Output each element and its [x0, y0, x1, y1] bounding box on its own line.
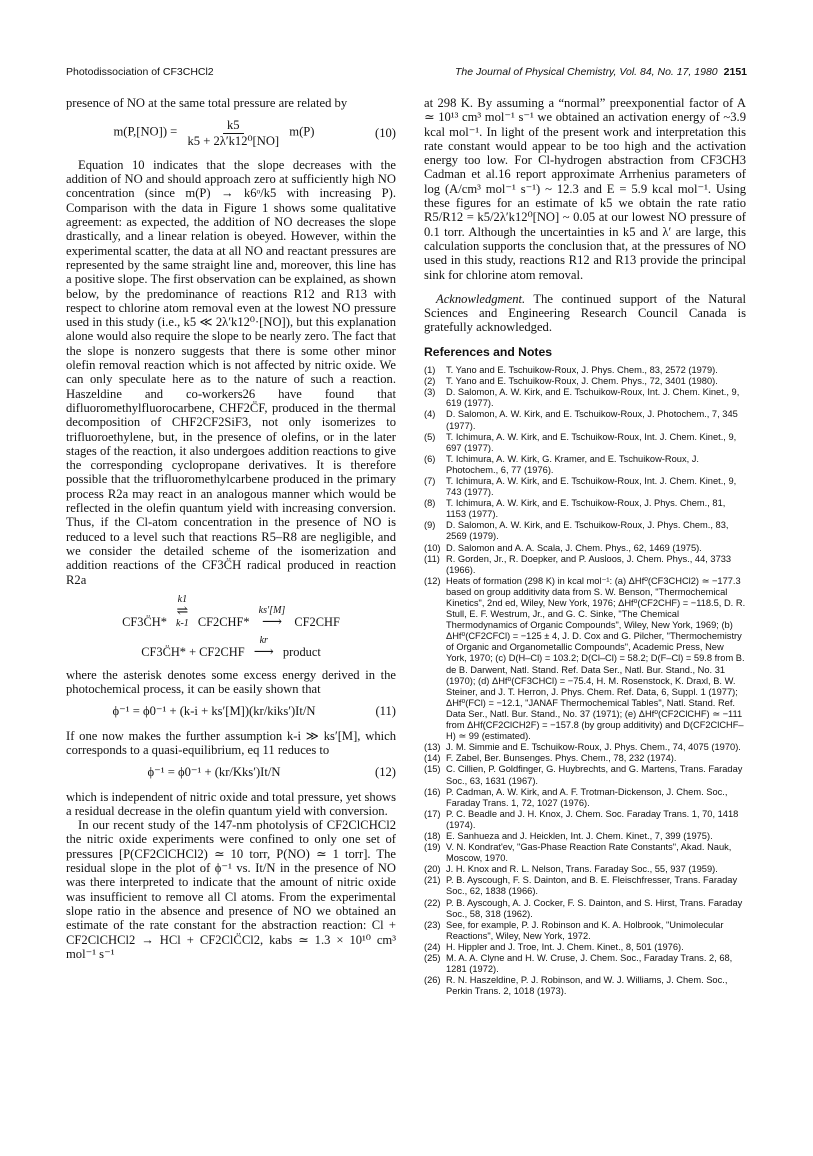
reference-item — [424, 842, 746, 864]
reference-number: (13) — [424, 742, 441, 753]
reference-item — [424, 376, 746, 387]
paragraph: Equation 10 indicates that the slope decreases with the addition of NO and should approach zero at sufficiently high NO concentration (since m(P) → k6ᵒ/k5 with increasing P). Comparison with the data in Figure 1 shows some qualitative agreement: as expected, the addition of NO decreases the slope drastically, and a linear relation is obeyed. However, within the experimental scatter, the data at all NO and reactant pressures are represented by the same straight line and, moreover, this line has a positive slope. The first observation can be explained, as shown below, by the predominance of reactions R12 and R13 with respect to chlorine atom removal even at the lowest NO pressure used in this study (i.e., k5 ≪ 2λ′k12⁰·[NO]), but this explanation alone would also require the slope to be nearly zero. The fact that the slope is nonzero suggests that there is some other minor olefin removal reaction which is not affected by nitric oxide. We can only speculate here as to the nature of such a reaction. Haszeldine and co-workers26 have found that difluoromethylfluorocarbene, CHF2C̈F, produced in the thermal decomposition of CHF2CF2SiF3, not only isomerizes to trifluoroethylene, but, in the presence of olefins, or in the later stages of the reaction, it also undergoes addition reactions to give the corresponding cyclopropane derivatives. It is therefore possible that the trifluoromethylcarbene produced in the primary process R2a may react in an analogous manner which would be reflected in the olefin quantum yield with increasing conversion. Thus, if the Cl-atom concentration in the presence of NO is reduced to a level such that reactions R5–R8 are negligible, and we consider the detailed scheme of the isomerization and addition reactions of the CF3C̈H radical produced in reaction R2a — [66, 157, 396, 587]
journal-citation — [455, 66, 747, 78]
reference-text: D. Salomon and A. A. Scala, J. Chem. Phys., 62, 1469 (1975). — [446, 542, 702, 553]
reference-number: (22) — [424, 897, 441, 908]
reference-text: F. Zabel, Ber. Bunsenges. Phys. Chem., 78, 232 (1974). — [446, 753, 677, 764]
references-list — [424, 365, 746, 997]
arrow-icon: ⟶ — [253, 644, 274, 660]
reference-number: (25) — [424, 953, 441, 964]
reference-item — [424, 753, 746, 764]
reference-number: (24) — [424, 941, 441, 952]
reference-text: J. M. Simmie and E. Tschuikow-Roux, J. Phys. Chem., 74, 4075 (1970). — [446, 742, 741, 753]
equation-12 — [66, 765, 396, 779]
arrow-icon: ⟶ — [261, 614, 283, 630]
reference-text: P. B. Ayscough, F. S. Dainton, and B. E. Fleischfresser, Trans. Faraday Soc., 62, 1838 (1966). — [446, 875, 738, 897]
reference-text: P. C. Beadle and J. H. Knox, J. Chem. Soc. Faraday Trans. 1, 70, 1418 (1974). — [446, 808, 739, 830]
reference-item — [424, 787, 746, 809]
reaction-scheme — [66, 595, 396, 660]
reference-number: (17) — [424, 808, 441, 819]
reference-item — [424, 454, 746, 476]
reference-number: (4) — [424, 409, 436, 420]
reference-number: (12) — [424, 575, 441, 586]
paragraph: at 298 K. By assuming a “normal” preexponential factor of A ≃ 10¹³ cm³ mol⁻¹ s⁻¹ we obtained an activation energy of ~3.9 kcal mol⁻¹. In light of the present work and interpretation this rate constant would appear to be too high and the activation energy too low. For Cl-hydrogen abstraction from CF3CH3 Cadman et al.16 report approximate Arrhenius parameters of log (A/cm³ mol⁻¹ s⁻¹) ~ 12.3 and E = 5.9 kcal mol⁻¹. Using these figures for an estimate of k5 we obtain the rate ratio R5/R12 = k5/2λ′k12⁰[NO] ~ 0.05 at our lowest NO pressure of 0.1 torr. Although the uncertainties in k5 and λ′ are large, this calculation supports the conclusion that, at the pressures of NO used in this study, reactions R12 and R13 provide the principal sink for chlorine atom removal. — [424, 96, 746, 282]
species: CF2CHF — [294, 614, 340, 629]
reference-text: P. B. Ayscough, A. J. Cocker, F. S. Dainton, and S. Hirst, Trans. Faraday Soc., 58, 318 (1962). — [446, 897, 743, 919]
eq-body: ϕ⁻¹ = ϕ0⁻¹ + (kr/Kks′)It/N — [147, 765, 281, 780]
reference-text: P. Cadman, A. W. Kirk, and A. F. Trotman-Dickenson, J. Chem. Soc., Faraday Trans. 1, 72, 1027 (1976). — [446, 786, 728, 808]
species: CF3C̈H* — [122, 614, 167, 629]
reference-text: R. N. Haszeldine, P. J. Robinson, and W. J. Williams, J. Chem. Soc., Perkin Trans. 2, 1018 (1973). — [446, 975, 728, 997]
species: product — [282, 644, 321, 659]
reference-text: See, for example, P. J. Robinson and K. A. Holbrook, "Unimolecular Reactions", Wiley, New York, 1972. — [446, 919, 724, 941]
running-header — [66, 66, 747, 82]
reference-number: (14) — [424, 753, 441, 764]
reference-text: C. Cillien, P. Goldfinger, G. Huybrechts, and G. Martens, Trans. Faraday Soc., 63, 1631 (1967). — [446, 764, 743, 786]
reference-text: T. Ichimura, A. W. Kirk, and E. Tschuikow-Roux, Int. J. Chem. Kinet., 9, 697 (1977). — [446, 431, 737, 453]
reference-number: (2) — [424, 376, 436, 387]
paragraph: In our recent study of the 147-nm photolysis of CF2ClCHCl2 the nitric oxide experiments were confined to only one set of pressures [P(CF2ClCHCl2) ≃ 10 torr, P(NO) ≃ 1 torr]. The residual slope in the plot of ϕ⁻¹ vs. It/N in the presence of NO was there interpreted to indicate that the amount of nitric oxide was insufficient to remove all Cl atoms. From the experimental slope ratio in the absence and presence of NO we obtained an estimate of the rate constant for the abstraction reaction: Cl + CF2ClCHCl2 → HCl + CF2ClC̈Cl2, kabs ≃ 1.3 × 10¹⁰ cm³ mol⁻¹ s⁻¹ — [66, 818, 396, 961]
equilibrium-arrow — [176, 595, 189, 629]
paragraph: If one now makes the further assumption k-i ≫ ks′[M], which corresponds to a quasi-equilibrium, eq 11 reduces to — [66, 728, 396, 757]
reference-item — [424, 975, 746, 997]
reference-text: T. Yano and E. Tschuikow-Roux, J. Phys. Chem., 83, 2572 (1979). — [446, 365, 718, 376]
scheme-line-1 — [66, 595, 396, 630]
page-number: 2151 — [723, 66, 747, 78]
equation-number: (12) — [375, 765, 396, 780]
species: CF3C̈H* + CF2CHF — [141, 644, 245, 659]
reference-item — [424, 365, 746, 376]
reference-item — [424, 742, 746, 753]
reference-item — [424, 764, 746, 786]
reference-item — [424, 476, 746, 498]
equation-number: (10) — [375, 125, 396, 140]
reference-item — [424, 543, 746, 554]
paragraph: which is independent of nitric oxide and total pressure, yet shows a residual decrease in the olefin quantum yield with conversion. — [66, 789, 396, 818]
reference-text: T. Ichimura, A. W. Kirk, and E. Tschuikow-Roux, J. Phys. Chem., 81, 1153 (1977). — [446, 498, 726, 520]
eq-fraction — [183, 118, 283, 148]
rate-constant: k-1 — [176, 617, 189, 629]
eq-rhs: m(P) — [289, 124, 315, 139]
reference-number: (1) — [424, 365, 436, 376]
reference-item — [424, 498, 746, 520]
reference-item — [424, 809, 746, 831]
eq-lhs: m(P,[NO]) = — [113, 124, 178, 139]
reference-item — [424, 942, 746, 953]
reference-text: J. H. Knox and R. L. Nelson, Trans. Faraday Soc., 55, 937 (1959). — [446, 864, 718, 875]
reference-item — [424, 953, 746, 975]
left-column — [66, 96, 396, 961]
reference-number: (19) — [424, 842, 441, 853]
reference-number: (16) — [424, 786, 441, 797]
reference-item — [424, 920, 746, 942]
reference-number: (23) — [424, 919, 441, 930]
arrow-icon: ⇌ — [176, 603, 189, 619]
reference-item — [424, 387, 746, 409]
reference-text: T. Ichimura, A. W. Kirk, and E. Tschuikow-Roux, Int. J. Chem. Kinet., 9, 743 (1977). — [446, 475, 737, 498]
reference-item — [424, 898, 746, 920]
reference-number: (9) — [424, 520, 436, 531]
acknowledgment-text: The continued support of the Natural Sciences and Engineering Research Council Canada is gratefully acknowledged. — [424, 291, 746, 335]
reference-number: (10) — [424, 542, 441, 553]
eq-body: ϕ⁻¹ = ϕ0⁻¹ + (k-i + ks′[M])(kr/kiks′)It/N — [112, 704, 316, 719]
species: CF2CHF* — [197, 614, 250, 629]
reference-text: R. Gorden, Jr., R. Doepker, and P. Ausloos, J. Chem. Phys., 44, 3733 (1966). — [446, 553, 732, 575]
reference-number: (11) — [424, 553, 440, 564]
reference-number: (15) — [424, 764, 441, 775]
reaction-arrow — [259, 606, 286, 630]
rate-constant: kr — [259, 634, 268, 646]
eq-denominator: k5 + 2λ′k12⁰[NO] — [187, 133, 280, 148]
reference-text: D. Salomon, A. W. Kirk, and E. Tschuikow-Roux, J. Photochem., 7, 345 (1977). — [446, 409, 738, 431]
reference-item — [424, 831, 746, 842]
equation-10 — [66, 118, 396, 148]
reference-item — [424, 875, 746, 897]
journal-name: The Journal of Physical Chemistry, Vol. 84, No. 17, 1980 — [455, 66, 718, 78]
right-column — [424, 96, 746, 997]
scheme-line-2 — [66, 636, 396, 660]
reference-text: T. Yano and E. Tschuikow-Roux, J. Chem. Phys., 72, 3401 (1980). — [446, 376, 718, 387]
reference-item — [424, 554, 746, 576]
equation-11 — [66, 704, 396, 718]
reference-number: (21) — [424, 875, 441, 886]
acknowledgment-label: Acknowledgment. — [436, 291, 526, 306]
reference-text: D. Salomon, A. W. Kirk, and E. Tschuikow-Roux, J. Phys. Chem., 83, 2569 (1979). — [446, 520, 729, 542]
reference-number: (6) — [424, 453, 436, 464]
paragraph: where the asterisk denotes some excess energy derived in the photochemical process, it can be easily shown that — [66, 667, 396, 697]
rate-constant: k1 — [177, 593, 188, 605]
reference-item — [424, 409, 746, 431]
reference-item — [424, 432, 746, 454]
reference-item — [424, 576, 746, 742]
eq-numerator: k5 — [223, 118, 244, 133]
references-heading: References and Notes — [424, 344, 553, 359]
running-title: Photodissociation of CF3CHCl2 — [66, 66, 214, 78]
paragraph: presence of NO at the same total pressure are related by — [66, 96, 348, 110]
reference-number: (3) — [424, 387, 436, 398]
reference-text: Heats of formation (298 K) in kcal mol⁻¹: (a) ΔHf⁰(CF3CHCl2) ≃ −177.3 based on group additivity data from S. W. Benson, "Thermochemical Kinetics", 2nd ed, Wiley, New York, 1976; ΔHf⁰(CF2CHF) = −118.5, D. R. Stull, E. F. Westrum, Jr., and G. C. Sinke, "The Chemical Thermodynamics of Organic Compounds", Wiley, New York, 1969; (b) ΔHf⁰(CF2CFCl) = −125 ± 4, J. D. Cox and G. Pilcher, "Thermochemistry of Organic and Organometallic Compounds", Academic Press, New York, 1970; (c) D(H–Cl) = 103.2; D(Cl–Cl) = 58.2; D(F–Cl) = 59.8 from B. de B. Darwent, Natl. Stand. Ref. Data Ser., Natl. Bur. Stand., No. 31 (1970); (d) ΔHf⁰(CF3CHCl) = −75.4, H. M. Rosenstock, K. Draxl, B. W. Steiner, and J. T. Herron, J. Phys. Chem. Ref. Data, 6, Suppl. 1 (1977); ΔHf⁰(FCl) = −12.1, "JANAF Thermochemical Tables", Natl. Stand. Ref. Data Ser., Natl. Bur. Stand., No. 37 (1971); (e) ΔHf⁰(CF2ClCHF) ≃ −111 from ΔHf(CF2ClCH2F) = −157.8 (by group additivity) and D(CF2ClCHF–H) ≃ 99 (estimated). — [446, 575, 746, 742]
reference-text: E. Sanhueza and J. Heicklen, Int. J. Chem. Kinet., 7, 399 (1975). — [446, 830, 713, 841]
reference-number: (7) — [424, 475, 436, 486]
reference-text: H. Hippler and J. Troe, Int. J. Chem. Kinet., 8, 501 (1976). — [446, 941, 684, 952]
reference-text: M. A. A. Clyne and H. W. Cruse, J. Chem. Soc., Faraday Trans. 2, 68, 1281 (1972). — [446, 953, 733, 975]
reference-number: (26) — [424, 975, 441, 986]
reference-number: (20) — [424, 864, 441, 875]
reference-number: (5) — [424, 431, 436, 442]
reference-number: (8) — [424, 498, 436, 509]
reference-text: V. N. Kondrat'ev, "Gas-Phase Reaction Rate Constants", Akad. Nauk, Moscow, 1970. — [446, 842, 732, 864]
reference-item — [424, 520, 746, 542]
reference-number: (18) — [424, 830, 441, 841]
reference-text: T. Ichimura, A. W. Kirk, G. Kramer, and E. Tschuikow-Roux, J. Photochem., 6, 77 (1976). — [446, 453, 699, 475]
acknowledgment — [424, 292, 746, 335]
reference-item — [424, 864, 746, 875]
reference-text: D. Salomon, A. W. Kirk, and E. Tschuikow-Roux, Int. J. Chem. Kinet., 9, 619 (1977). — [446, 387, 740, 409]
reaction-arrow — [254, 636, 274, 660]
equation-number: (11) — [375, 704, 396, 719]
rate-constant: ks′[M] — [258, 604, 286, 616]
